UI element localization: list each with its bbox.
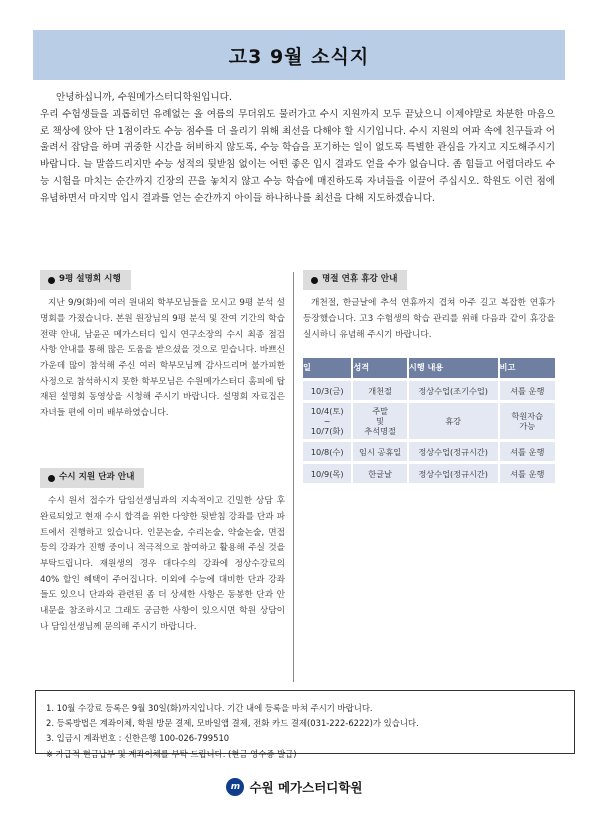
notice-line: ※ 가급적 현금납부 및 계좌이체를 부탁 드립니다. (현금 영수증 발급) xyxy=(46,748,297,759)
table-cell: 10/4(토) ~ 10/7(화) xyxy=(303,403,353,439)
briefing-section xyxy=(40,270,285,422)
section-heading-text: 수시 지원 단과 안내 xyxy=(59,472,135,483)
table-cell: 정상수업(정규시간) xyxy=(409,464,500,483)
table-row xyxy=(303,464,555,483)
logo-icon: m xyxy=(226,778,244,796)
notice-line: 1. 10월 수강료 등록은 9월 30일(화)까지입니다. 기간 내에 등록을 마쳐 주시기 바랍니다. xyxy=(46,703,373,713)
table-row xyxy=(303,381,555,400)
holiday-schedule-table xyxy=(303,355,555,486)
table-row xyxy=(303,403,555,439)
intro-greeting: 안녕하십니까, 수원메가스터디학원입니다. xyxy=(56,92,232,103)
section-heading xyxy=(40,270,131,290)
table-cell: 한글날 xyxy=(353,464,408,483)
table-cell: 10/8(수) xyxy=(303,442,353,461)
title-banner xyxy=(33,30,565,80)
table-cell: 휴강 xyxy=(409,403,500,439)
page-title: 고3 9월 소식지 xyxy=(228,45,370,68)
column-header: 일 xyxy=(303,358,353,378)
bullet-icon xyxy=(48,475,55,482)
section-heading xyxy=(303,270,407,290)
column-header: 성격 xyxy=(353,358,408,378)
footer-logo xyxy=(0,775,589,799)
holiday-section xyxy=(303,270,555,486)
notice-line: 2. 등록방법은 계좌이체, 학원 방문 결제, 모바일앱 결제, 전화 카드 결제(031-222-6222)가 있습니다. xyxy=(46,718,419,729)
intro-letter xyxy=(40,90,555,208)
intro-body: 우리 수험생들을 괴롭히던 유례없는 올 여름의 무더위도 물러가고 수시 지원까지 모두 끝났으니 이제야말로 차분한 마음으로 책상에 앉아 단 1점이라도 수능 점수를 더 올리기 위해 최선을 다해야 할 시기입니다. 수시 지원의 여파 속에 친구들과 어울려서 잡담을 하며 귀중한 시간을 허비하지 않도록, 수능 학습을 포기하는 일이 없도록 특별한 관심을 가지고 지도해주시기 바랍니다. 늘 말씀드리지만 수능 성적의 뒷받침 없이는 어떤 좋은 입시 결과도 얻을 수가 없습니다. 좀 힘들고 어렵더라도 수능 시험을 마치는 순간까지 긴장의 끈을 놓치지 않고 수능 학습에 매진하도록 자녀들을 이끌어 주십시오. 학원도 이런 점에 유념하면서 마지막 입시 결과를 얻는 순간까지 아이들 하나하나를 최선을 다해 지도하겠습니다. xyxy=(40,108,555,204)
table-cell: 셔틀 운행 xyxy=(500,442,555,461)
table-header-row xyxy=(303,358,555,378)
table-cell: 10/9(목) xyxy=(303,464,353,483)
table-cell: 임시 공휴일 xyxy=(353,442,408,461)
table-cell: 셔틀 운행 xyxy=(500,381,555,400)
table-cell: 정상수업(정규시간) xyxy=(409,442,500,461)
section-heading xyxy=(40,468,144,488)
column-divider xyxy=(293,272,294,682)
briefing-text: 지난 9/9(화)에 여러 원내외 학부모님들을 모시고 9평 분석 설명회를 가졌습니다. 본원 원장님의 9평 분석 및 잔여 기간의 학습 전략 안내, 남윤곤 메가스터디 입시 연구소장의 수시 최종 점검 사항 안내를 통해 많은 도움을 받으셨을 것으로 믿습니다. 바쁘신 가운데 많이 참석해 주신 여러 학부모님께 감사드리며 불가피한 사정으로 참석하시지 못한 학부모님은 수원메가스터디 홈피에 탑재된 설명회 동영상을 시청해 주시기 바랍니다. 설명회 자료집은 자녀들 편에 이미 배부하였습니다. xyxy=(40,298,285,419)
logo-text: 수원 메가스터디학원 xyxy=(249,780,363,795)
column-header: 비고 xyxy=(500,358,555,378)
holiday-text: 개천절, 한글날에 추석 연휴까지 겹쳐 아주 길고 복잡한 연휴가 등장했습니다. 고3 수험생의 학습 관리를 위해 다음과 같이 휴강을 실시하니 유념해 주시기 바랍니다. xyxy=(303,298,555,340)
table-cell: 셔틀 운행 xyxy=(500,464,555,483)
table-cell: 정상수업(조기수업) xyxy=(409,381,500,400)
column-header: 시행 내용 xyxy=(409,358,500,378)
table-cell: 학원자습 가능 xyxy=(500,403,555,439)
tuition-notice-box xyxy=(35,690,575,759)
notice-line: 3. 입금시 계좌번호 : 신한은행 100-026-799510 xyxy=(46,733,230,744)
early-admission-section xyxy=(40,468,285,636)
table-cell: 주말 및 추석명절 xyxy=(353,403,408,439)
table-cell: 개천절 xyxy=(353,381,408,400)
bullet-icon xyxy=(48,277,55,284)
table-cell: 10/3(금) xyxy=(303,381,353,400)
bullet-icon xyxy=(311,277,318,284)
section-heading-text: 9평 설명회 시행 xyxy=(59,274,121,285)
table-row xyxy=(303,442,555,461)
section-heading-text: 명절 연휴 휴강 안내 xyxy=(322,274,398,285)
early-admission-text: 수시 원서 접수가 담임선생님과의 지속적이고 긴밀한 상담 후 완료되었고 현재 수시 합격을 위한 다양한 뒷받침 강좌를 단과 파트에서 진행하고 있습니다. 인문논술, 수리논술, 약술논술, 면접 등의 강좌가 진행 중이니 적극적으로 참여하고 활용해 주실 것을 부탁드립니다. 재원생의 경우 대다수의 강좌에 정상수강료의 40% 할인 혜택이 주어집니다. 이외에 수능에 대비한 단과 강좌들도 있으니 단과와 관련된 좀 더 상세한 사항은 동봉한 단과 안내문을 참조하시고 그래도 궁금한 사항이 있으시면 학원 상담이나 담임선생님께 문의해 주시기 바랍니다. xyxy=(40,496,285,632)
